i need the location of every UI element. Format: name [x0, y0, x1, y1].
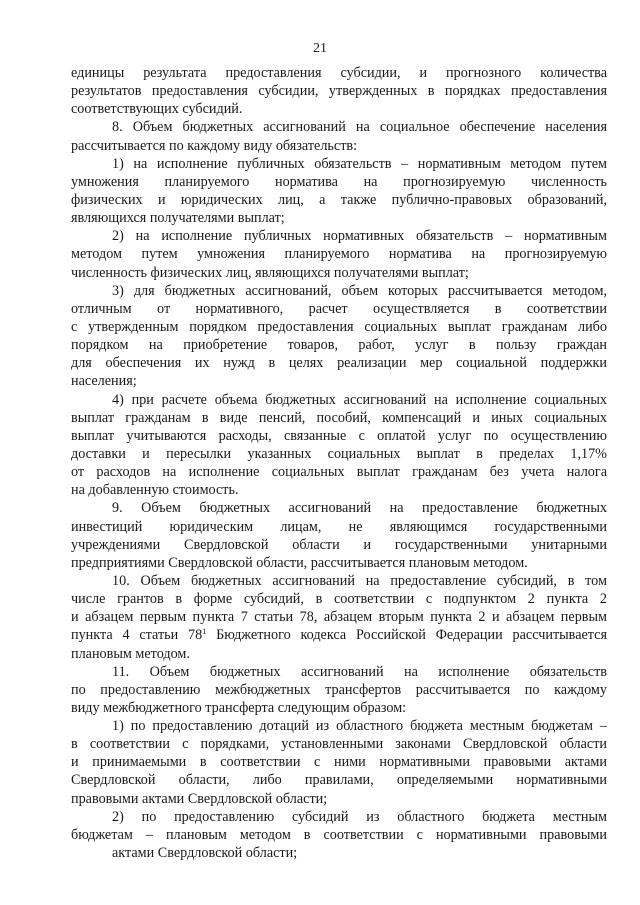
line-text: 11. Объем бюджетных ассигнований на исполнение обязательств	[112, 663, 607, 680]
line-text: 2) по предоставлению субсидий из областного бюджета местным	[112, 808, 607, 825]
text-line	[71, 808, 607, 826]
text-line	[71, 427, 607, 445]
line-text: числе грантов в форме субсидий, в соответствии с подпунктом 2 пункта 2	[71, 591, 607, 608]
text-line	[71, 753, 607, 771]
line-text: отличным от нормативного, расчет осуществляется в соответствии	[71, 300, 607, 317]
line-text: от расходов на исполнение социальных выплат гражданам без учета налога	[71, 464, 607, 481]
line-text: по предоставлению межбюджетных трансфертов рассчитывается по каждому	[71, 681, 607, 698]
line-text: инвестиций юридическим лицам, не являющимся государственными	[71, 518, 607, 535]
line-text: 8. Объем бюджетных ассигнований на социальное обеспечение населения	[112, 119, 607, 136]
text-line	[71, 318, 607, 336]
text-line	[71, 227, 607, 245]
text-line	[71, 191, 607, 209]
document-body	[71, 64, 607, 862]
text-line	[71, 626, 607, 644]
text-line	[71, 826, 607, 844]
line-text: 2) на исполнение публичных нормативных обязательств – нормативным	[112, 228, 607, 245]
text-line	[71, 663, 607, 681]
text-line	[71, 771, 607, 789]
line-text: виду межбюджетного трансферта следующим образом:	[71, 699, 407, 716]
text-line	[71, 336, 607, 354]
line-text: 4) при расчете объема бюджетных ассигнований на исполнение социальных	[112, 391, 607, 408]
line-text: Свердловской области, либо правилами, определяемыми нормативными	[71, 772, 607, 789]
line-text: для обеспечения их нужд в целях реализации мер социальной поддержки	[71, 355, 607, 372]
text-line	[71, 499, 607, 517]
text-line	[71, 699, 607, 717]
line-text: выплат учитываются расходы, связанные с оплатой услуг по осуществлению	[71, 427, 607, 444]
text-line	[71, 282, 607, 300]
line-text: численность физических лиц, являющихся получателями выплат;	[71, 264, 469, 281]
line-text: актами Свердловской области;	[112, 845, 298, 862]
text-line	[71, 735, 607, 753]
text-line	[71, 590, 607, 608]
text-line	[71, 409, 607, 427]
text-line	[71, 645, 607, 663]
line-text: правовыми актами Свердловской области;	[71, 790, 328, 807]
line-text: физических и юридических лиц, а также публично-правовых образований,	[71, 191, 607, 208]
text-line	[71, 100, 607, 118]
line-text: населения;	[71, 373, 137, 390]
text-line	[71, 481, 607, 499]
line-text: бюджетам – плановым методом в соответствии с нормативными правовыми	[71, 826, 607, 843]
text-line	[71, 64, 607, 82]
text-line	[71, 391, 607, 409]
text-line	[71, 118, 607, 136]
line-text: соответствующих субсидий.	[71, 101, 243, 118]
line-text-tail: Бюджетного кодекса Российской Федерации рассчитывается	[206, 627, 607, 644]
line-text: 9. Объем бюджетных ассигнований на предоставление бюджетных	[112, 500, 607, 517]
line-text: рассчитывается по каждому виду обязательств:	[71, 137, 358, 154]
text-line	[71, 844, 607, 862]
text-line	[71, 554, 607, 572]
line-text: единицы результата предоставления субсидии, и прогнозного количества	[71, 65, 607, 81]
text-line	[71, 245, 607, 263]
text-line	[71, 137, 607, 155]
line-text: умножения планируемого норматива на прогнозируемую численность	[71, 173, 607, 190]
line-text: с утвержденным порядком предоставления социальных выплат гражданам либо	[71, 318, 607, 335]
line-text: и абзацем первым пункта 7 статьи 78, абзацем вторым пункта 2 и абзацем первым	[71, 609, 607, 626]
line-text: 3) для бюджетных ассигнований, объем которых рассчитывается методом,	[112, 282, 607, 299]
line-text: являющихся получателями выплат;	[71, 210, 285, 227]
text-line	[71, 173, 607, 191]
line-text: пункта 4 статьи 78	[71, 627, 203, 644]
page-number: 21	[313, 41, 327, 56]
text-line	[71, 518, 607, 536]
text-line	[71, 372, 607, 390]
line-text: плановым методом.	[71, 645, 190, 662]
text-line	[71, 536, 607, 554]
line-text: в соответствии с порядками, установленными законами Свердловской области	[71, 736, 607, 753]
line-text: результатов предоставления субсидии, утвержденных в порядках предоставления	[71, 83, 607, 100]
text-line	[71, 155, 607, 173]
text-line	[71, 463, 607, 481]
line-text: учреждениями Свердловской области и государственными унитарными	[71, 536, 607, 553]
text-line	[71, 300, 607, 318]
text-line	[71, 572, 607, 590]
line-text: методом путем умножения планируемого норматива на прогнозируемую	[71, 246, 607, 263]
line-text: 10. Объем бюджетных ассигнований на предоставление субсидий, в том	[112, 572, 607, 589]
line-text: и принимаемыми в соответствии с ними нормативными правовыми актами	[71, 754, 607, 771]
text-line	[71, 264, 607, 282]
text-line	[71, 717, 607, 735]
superscript: 1	[202, 627, 207, 637]
text-line	[71, 790, 607, 808]
text-line	[71, 445, 607, 463]
text-line	[71, 681, 607, 699]
line-text: 1) на исполнение публичных обязательств – нормативным методом путем	[112, 155, 607, 172]
text-line	[71, 209, 607, 227]
text-line	[71, 82, 607, 100]
line-text: выплат гражданам в виде пенсий, пособий, компенсаций и иных социальных	[71, 409, 607, 426]
line-text: предприятиями Свердловской области, рассчитывается плановым методом.	[71, 554, 528, 571]
line-text: 1) по предоставлению дотаций из областного бюджета местным бюджетам –	[112, 718, 607, 735]
line-text: доставки и пересылки указанных социальных выплат в пределах 1,17%	[71, 445, 607, 462]
line-text: на добавленную стоимость.	[71, 482, 239, 499]
line-text: порядком на приобретение товаров, работ, услуг в пользу граждан	[71, 337, 607, 354]
text-line	[71, 354, 607, 372]
text-line	[71, 608, 607, 626]
